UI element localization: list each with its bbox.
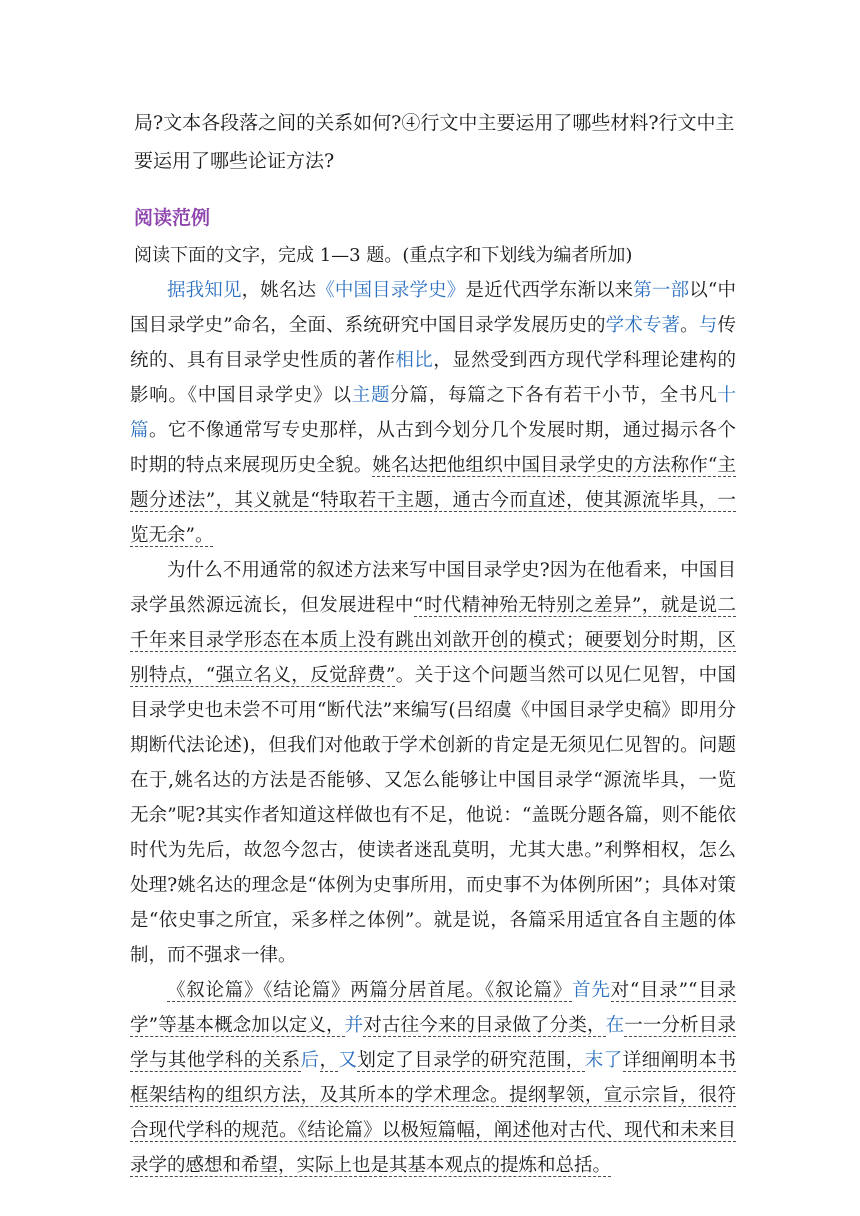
body-text: 传统的、具有目录学史性质的著作 <box>130 315 736 371</box>
body-text: 为什么不用通常的叙述方法来写中国目录学史?因为在他看来，中国目录学虽然源远流长，但发展进程中 <box>130 560 736 616</box>
body-text: ，姚名达 <box>241 280 317 301</box>
reading-passage <box>130 273 736 1183</box>
body-text: 分篇，每篇之下各有若干小节，全书凡 <box>390 385 718 406</box>
emphasis-text: 后 <box>300 1050 320 1071</box>
paragraph-1 <box>130 273 736 553</box>
underlined-text: 对古往今来的目录做了分类， <box>363 1015 606 1036</box>
emphasis-text: 并 <box>344 1015 364 1036</box>
underlined-text: 一一分析目录学与其他学科的关系 <box>130 1015 736 1071</box>
paragraph-3 <box>130 973 736 1183</box>
emphasis-text: 《中国目录学史》 <box>316 280 466 301</box>
body-text: 。它不像通常写专史那样，从古到今划分几个发展时期，通过揭示各个时期的特点来展现历史全貌。 <box>130 420 736 476</box>
emphasis-text: 第一部 <box>633 280 690 301</box>
body-text: 是近代西学东渐以来 <box>465 280 634 301</box>
underlined-text: 姚名达把他组织中国目录学史的方法称作“主题分述法”，其义就是“特取若干主题，通古今而直述，使其源流毕具，一览无余”。 <box>130 455 736 546</box>
paragraph-2 <box>130 553 736 973</box>
emphasis-text: 十篇 <box>130 385 736 441</box>
body-text: 。关于这个问题当然可以见仁见智，中国目录学史也未尝不可用“断代法”来编写(吕绍虞《中国目录学史稿》即用分期断代法论述)，但我们对他敢于学术创新的肯定是无须见仁见智的。问题在于,姚名达的方法是否能够、又怎么能够让中国目录学“源流毕具，一览无余”呢?其实作者知道这样做也有不足，他说：“盖既分题各篇，则不能依时代为先后，故忽今忽古，使读者迷乱莫明，尤其大患。”利弊相权，怎么处理?姚名达的理念是“体例为史事所用，而史事不为体例所困”；具体对策是“依史事之所宜，采多样之体例”。就是说，各篇采用适宜各自主题的体制，而不强求一律。 <box>130 665 736 966</box>
emphasis-text: 学术专著 <box>605 315 681 336</box>
emphasis-text: 主题 <box>351 385 391 406</box>
underlined-text: ， <box>319 1050 339 1071</box>
emphasis-text: 相比 <box>395 350 434 371</box>
underlined-text: “时代精神殆无特别之差异”，就是说二千年来目录学形态在本质上没有跳出刘歆开创的模式；硬要划分时期，区别特点，“强立名义，反觉辞费” <box>130 595 736 686</box>
underlined-text: 《叙论篇》《结论篇》两篇分居首尾。《叙论篇》 <box>167 980 573 1001</box>
section-heading: 阅读范例 <box>134 207 211 229</box>
underlined-text: 划定了目录学的研究范围， <box>357 1050 585 1071</box>
underlined-text: 详细阐明本书框架结构的组织方法，及其所本的学术理念。 <box>130 1050 736 1106</box>
emphasis-text: 与 <box>698 315 718 336</box>
emphasis-text: 据我知见 <box>167 280 242 301</box>
emphasis-text: 首先 <box>572 980 611 1001</box>
body-text: ，显然受到西方现代学科理论建构的影响。《中国目录学史》以 <box>130 350 736 406</box>
intro-text: 局?文本各段落之间的关系如何?④行文中主要运用了哪些材料?行文中主要运用了哪些论证方法? <box>134 112 735 172</box>
emphasis-text: 又 <box>338 1050 358 1071</box>
body-text: 以“中国目录学史”命名，全面、系统研究中国目录学发展历史的 <box>130 280 736 336</box>
emphasis-text: 末了 <box>584 1050 623 1071</box>
underlined-text: 提纲挈领，宣示宗旨，很符合现代学科的规范。《结论篇》以极短篇幅，阐述他对古代、现代和未来目录学的感想和希望，实际上也是其基本观点的提炼和总括。 <box>130 1085 736 1176</box>
underlined-text: 对“目录”“目录学”等基本概念加以定义， <box>130 980 736 1036</box>
instruction-text: 阅读下面的文字，完成 1—3 题。(重点字和下划线为编者所加) <box>134 245 633 266</box>
body-text: 。 <box>680 315 699 336</box>
emphasis-text: 在 <box>605 1015 625 1036</box>
